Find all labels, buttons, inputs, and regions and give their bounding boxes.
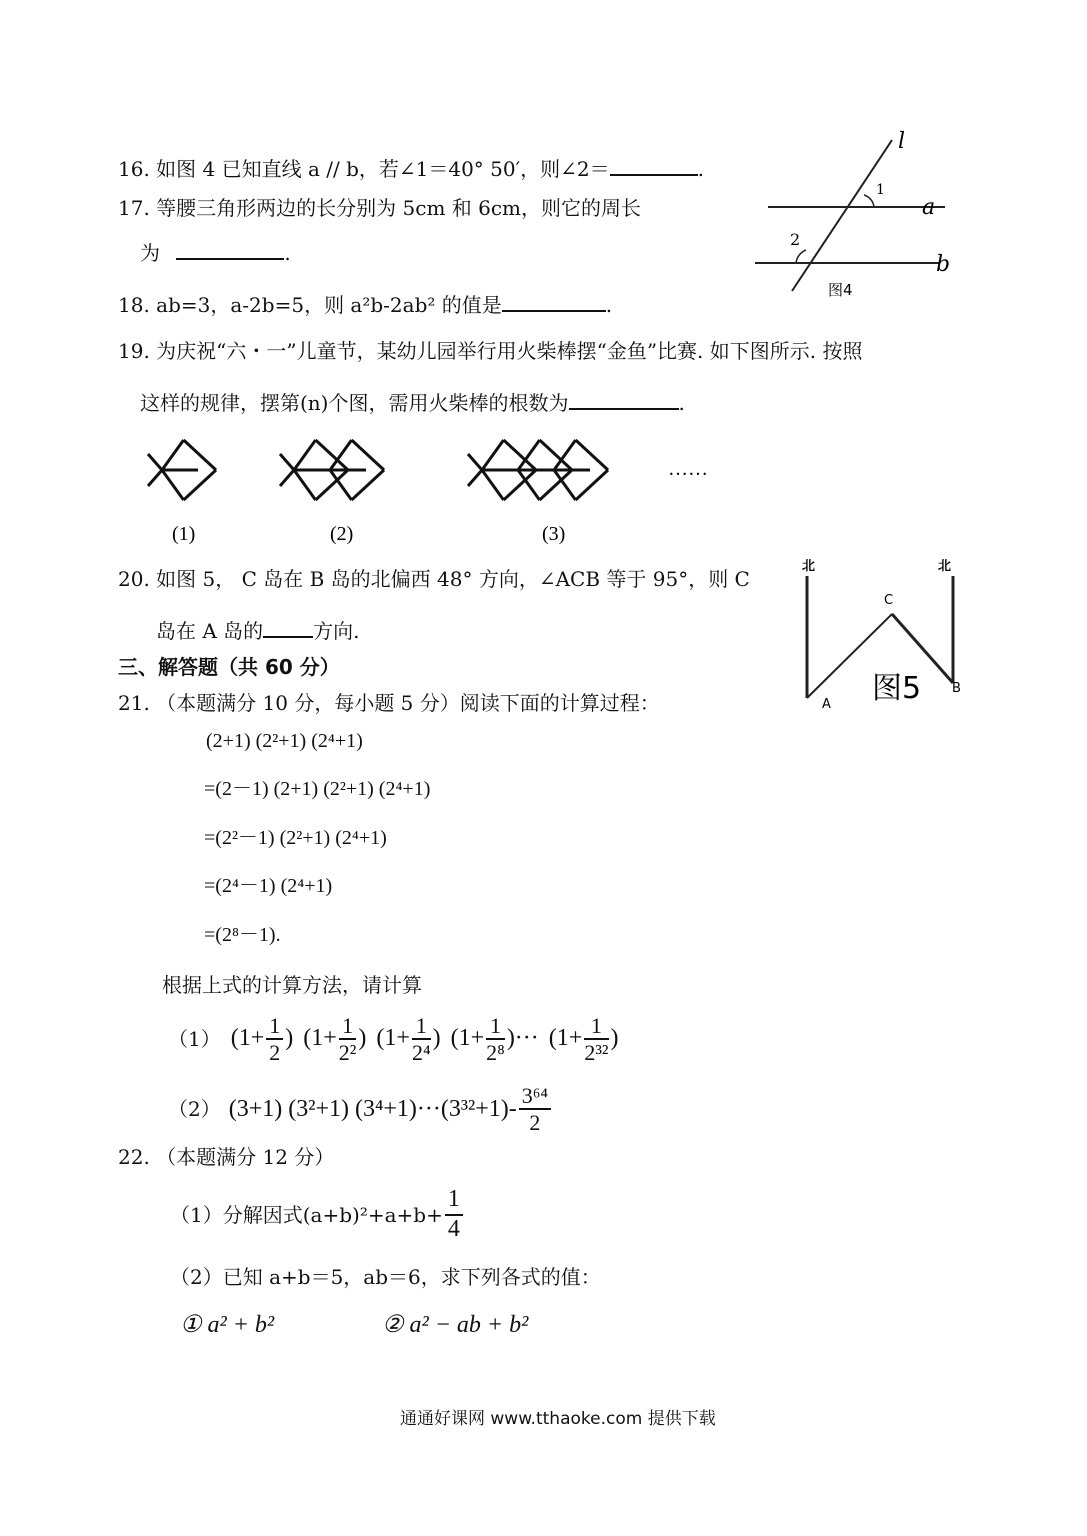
fish-label-3: (3) xyxy=(542,523,566,545)
q17-end: . xyxy=(284,241,291,265)
q21-step-1: (2+1) (2²+1) (2⁴+1) xyxy=(206,730,363,752)
q20-line1: 20. 如图 5， C 岛在 B 岛的北偏西 48° 方向，∠ACB 等于 95°，则 C xyxy=(118,567,750,591)
matchstick xyxy=(482,440,504,470)
matchstick xyxy=(162,470,184,500)
matchstick xyxy=(294,440,316,470)
q21-step-3: =(2²－1) (2²+1) (2⁴+1) xyxy=(204,827,387,849)
label-C: C xyxy=(884,593,894,608)
fish-label-1: (1) xyxy=(172,523,196,545)
question-16 xyxy=(118,156,704,179)
q22-header: 22. （本题满分 12 分） xyxy=(118,1145,335,1169)
matchstick xyxy=(280,454,294,470)
matchstick xyxy=(162,440,184,470)
matchstick xyxy=(148,470,162,486)
angle-2-arc xyxy=(796,250,806,263)
q22-p1-fraction: $\frac{1}{4}$ xyxy=(445,1186,463,1243)
p1-term-2: (1+ $\frac{1}{\text{2²}}$ ) xyxy=(303,1013,367,1066)
north-label-2: 北 xyxy=(938,559,952,574)
q21-part-2 xyxy=(168,1083,553,1136)
matchstick xyxy=(148,454,162,470)
q21-step-2: =(2－1) (2+1) (2²+1) (2⁴+1) xyxy=(204,778,431,800)
q21-step-5: =(2⁸－1). xyxy=(204,924,281,946)
q19-answer-blank xyxy=(569,390,679,410)
q22-p1-text: （1）分解因式(a+b)²+a+b+ xyxy=(170,1202,443,1227)
question-19 xyxy=(118,341,863,361)
matchstick xyxy=(280,470,294,486)
label-B: B xyxy=(952,681,961,696)
label-angle-1: 1 xyxy=(876,182,885,198)
q20-answer-blank xyxy=(263,618,313,638)
section-3-title: 三、解答题（共 60 分） xyxy=(118,655,340,679)
label-A: A xyxy=(822,697,831,712)
matchstick xyxy=(352,470,384,500)
q21-p2-fraction: $\frac{\text{3⁶⁴}}{2}$ xyxy=(519,1083,551,1136)
q21-p2-expr: (3+1) (3²+1) (3⁴+1)···(3³²+1)- xyxy=(228,1096,517,1123)
line-l xyxy=(792,140,892,291)
matchstick xyxy=(468,470,482,486)
q16-text: 16. 如图 4 已知直线 a // b，若∠1＝40° 50′，则∠2＝ xyxy=(118,157,610,181)
q18-end: . xyxy=(605,293,613,317)
q21-header: 21. （本题满分 10 分，每小题 5 分）阅读下面的计算过程： xyxy=(118,691,660,715)
matchstick xyxy=(294,470,316,500)
figure-5 xyxy=(800,548,1000,718)
p1-term-1: (1+ $\frac{1}{2}$ ) xyxy=(230,1013,294,1066)
label-a: a xyxy=(922,195,936,220)
p1-term-5: (1+ $\frac{1}{\text{2³²}}$ ) xyxy=(548,1013,619,1066)
north-label-1: 北 xyxy=(802,559,816,574)
angle-1-arc xyxy=(864,195,874,207)
footer-text: 通通好课网 www.tthaoke.com 提供下载 xyxy=(400,1409,716,1429)
q21-instruction: 根据上式的计算方法，请计算 xyxy=(162,973,422,997)
q20-suffix: 方向. xyxy=(313,619,360,643)
label-b: b xyxy=(936,252,951,277)
q17-line1: 17. 等腰三角形两边的长分别为 5cm 和 6cm，则它的周长 xyxy=(118,196,642,220)
matchstick xyxy=(352,440,384,470)
fig5-caption: 图5 xyxy=(872,671,922,706)
q22-item-2: ② a² − ab + b² xyxy=(382,1312,529,1338)
matchstick xyxy=(576,470,608,500)
q22-item-1: ① a² + b² xyxy=(180,1312,275,1338)
question-20 xyxy=(118,569,750,589)
q18-text: 18. ab=3，a-2b=5，则 a²b-2ab² 的值是 xyxy=(118,293,502,317)
q16-end: . xyxy=(697,157,704,181)
label-l: l xyxy=(898,129,906,154)
q19-line1: 19. 为庆祝“六・一”儿童节，某幼儿园举行用火柴棒摆“金鱼”比赛. 如下图所示. 按照 xyxy=(118,339,863,363)
question-17-line2 xyxy=(140,240,291,263)
matchstick xyxy=(468,454,482,470)
matchstick xyxy=(482,470,504,500)
matchstick-fish-figures xyxy=(140,430,740,550)
q21-step-4: =(2⁴－1) (2⁴+1) xyxy=(204,875,333,897)
fish-ellipsis: …… xyxy=(668,458,708,480)
p1-term-4: (1+ $\frac{1}{\text{2⁸}}$ )··· xyxy=(450,1013,539,1066)
q19-line2: 这样的规律，摆第(n)个图，需用火柴棒的根数为 xyxy=(140,391,569,415)
fish-label-2: (2) xyxy=(330,523,354,545)
question-18 xyxy=(118,292,612,315)
p1-term-3: (1+ $\frac{1}{\text{2⁴}}$ ) xyxy=(376,1013,441,1066)
label-angle-2: 2 xyxy=(790,230,801,249)
q22-part-2: （2）已知 a+b＝5，ab＝6，求下列各式的值： xyxy=(170,1265,601,1289)
q21-p1-label: （1） xyxy=(168,1027,221,1052)
question-19-line2 xyxy=(140,390,685,413)
q16-answer-blank xyxy=(610,156,698,176)
q17-prefix: 为 xyxy=(140,241,160,265)
figure-4 xyxy=(750,128,960,308)
q19-end: . xyxy=(678,391,685,415)
question-20-line2 xyxy=(156,618,360,641)
q20-prefix: 岛在 A 岛的 xyxy=(156,619,264,643)
q21-p2-label: （2） xyxy=(168,1097,221,1122)
q21-part-1 xyxy=(168,1013,619,1066)
q17-answer-blank xyxy=(176,240,284,260)
fig4-caption: 图4 xyxy=(828,281,853,299)
q22-part-1 xyxy=(170,1186,465,1243)
matchstick xyxy=(576,440,608,470)
question-17 xyxy=(118,198,641,218)
matchstick xyxy=(184,440,216,470)
q18-answer-blank xyxy=(502,292,606,312)
matchstick xyxy=(184,470,216,500)
